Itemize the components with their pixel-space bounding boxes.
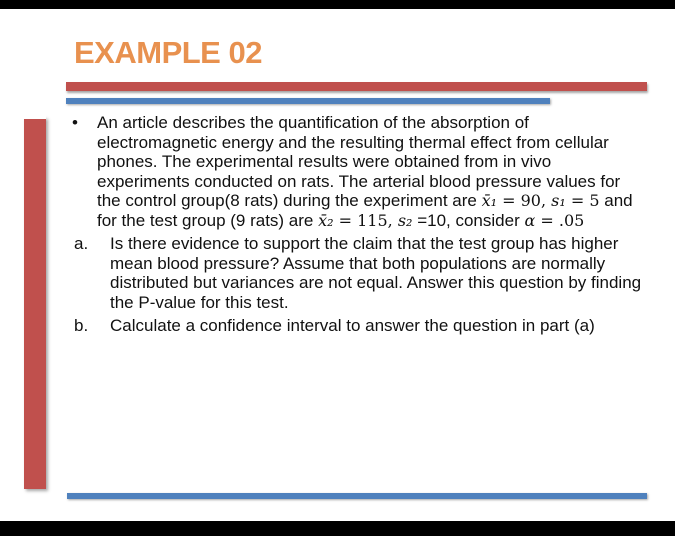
question-a <box>66 234 646 312</box>
bullet-paragraph <box>66 113 646 230</box>
question-b-text: Calculate a confidence interval to answer the question in part (a) <box>110 316 595 335</box>
math-s1: s₁ <box>551 191 566 210</box>
bullet-dot: • <box>72 113 78 132</box>
question-b-marker: b. <box>74 316 89 335</box>
question-a-marker: a. <box>74 234 89 253</box>
math-alpha: α <box>524 210 536 230</box>
question-a-text: Is there evidence to support the claim that the test group has higher mean blood pressure? Assume that both populations are normally distributed but variances are not equal. Answer this question by finding the P-value for this test. <box>110 234 642 312</box>
math-eq3: = 115, <box>333 210 398 230</box>
slide-content <box>66 113 646 336</box>
title-underline-blue <box>66 98 550 104</box>
statement-text-2: and for the test group (9 rats) are <box>97 191 633 230</box>
math-eq2: = 5 <box>565 191 600 210</box>
slide <box>0 9 675 521</box>
statement-text-1: An article describes the quantification of the absorption of electromagnetic energy and the resulting thermal effect from cellular phones. The experimental results were obtained from in vivo experiments conducted on rats. The arterial blood pressure values for the control group(8 rats) during the experiment are <box>97 113 621 210</box>
math-xbar2: x̄₂ <box>318 210 334 230</box>
slide-title: EXAMPLE 02 <box>74 35 262 70</box>
problem-statement <box>97 113 646 230</box>
math-eq1: = 90, <box>497 191 552 210</box>
statement-text-3: =10, consider <box>412 210 525 230</box>
side-accent-bar <box>24 117 46 489</box>
footer-bar-blue <box>67 493 647 499</box>
question-b <box>66 316 646 336</box>
math-xbar1: x̄₁ <box>481 191 498 210</box>
math-s2: s₂ <box>397 210 413 230</box>
title-underline-red <box>66 82 647 91</box>
math-eq4: = .05 <box>535 210 585 230</box>
